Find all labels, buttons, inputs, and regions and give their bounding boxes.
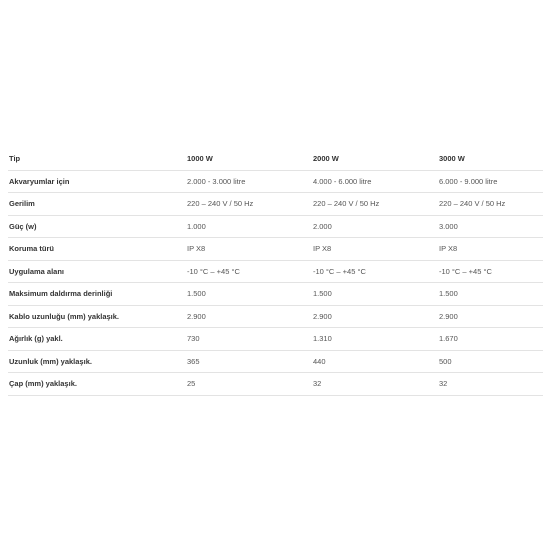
table-cell: -10 °C – +45 °C: [438, 260, 543, 283]
table-cell: IP X8: [186, 238, 312, 261]
table-cell: 220 – 240 V / 50 Hz: [438, 193, 543, 216]
table-cell: 3.000: [438, 215, 543, 238]
table-row: [8, 328, 543, 351]
row-label: Ağırlık (g) yakl.: [8, 328, 186, 351]
row-label: Uzunluk (mm) yaklaşık.: [8, 350, 186, 373]
table-cell: 2.900: [186, 305, 312, 328]
row-label: Akvaryumlar için: [8, 170, 186, 193]
header-cell-3000w: 3000 W: [438, 148, 543, 170]
spec-table: [8, 148, 543, 396]
table-row: [8, 260, 543, 283]
table-cell: 32: [312, 373, 438, 396]
table-cell: 365: [186, 350, 312, 373]
table-cell: 220 – 240 V / 50 Hz: [186, 193, 312, 216]
table-row: [8, 373, 543, 396]
table-cell: 2.000: [312, 215, 438, 238]
table-cell: 2.000 - 3.000 litre: [186, 170, 312, 193]
table-cell: IP X8: [438, 238, 543, 261]
table-cell: 4.000 - 6.000 litre: [312, 170, 438, 193]
table-row: [8, 283, 543, 306]
row-label: Çap (mm) yaklaşık.: [8, 373, 186, 396]
table-row: [8, 170, 543, 193]
row-label: Maksimum daldırma derinliği: [8, 283, 186, 306]
row-label: Uygulama alanı: [8, 260, 186, 283]
table-cell: 440: [312, 350, 438, 373]
row-label: Kablo uzunluğu (mm) yaklaşık.: [8, 305, 186, 328]
table-row: [8, 305, 543, 328]
row-label: Gerilim: [8, 193, 186, 216]
header-cell-1000w: 1000 W: [186, 148, 312, 170]
table-cell: 2.900: [312, 305, 438, 328]
table-cell: 2.900: [438, 305, 543, 328]
header-cell-type: Tip: [8, 148, 186, 170]
table-cell: 500: [438, 350, 543, 373]
table-row: [8, 193, 543, 216]
table-cell: 1.500: [438, 283, 543, 306]
table-cell: 32: [438, 373, 543, 396]
table-row: [8, 215, 543, 238]
table-cell: 1.500: [312, 283, 438, 306]
table-header-row: [8, 148, 543, 170]
table-cell: -10 °C – +45 °C: [312, 260, 438, 283]
table-cell: 1.500: [186, 283, 312, 306]
table-cell: 25: [186, 373, 312, 396]
table-cell: 1.310: [312, 328, 438, 351]
table-cell: 1.670: [438, 328, 543, 351]
table-cell: 730: [186, 328, 312, 351]
header-cell-2000w: 2000 W: [312, 148, 438, 170]
table-cell: IP X8: [312, 238, 438, 261]
row-label: Koruma türü: [8, 238, 186, 261]
table-row: [8, 350, 543, 373]
table-cell: 1.000: [186, 215, 312, 238]
table-cell: 220 – 240 V / 50 Hz: [312, 193, 438, 216]
table-cell: 6.000 - 9.000 litre: [438, 170, 543, 193]
row-label: Güç (w): [8, 215, 186, 238]
table-cell: -10 °C – +45 °C: [186, 260, 312, 283]
table-row: [8, 238, 543, 261]
